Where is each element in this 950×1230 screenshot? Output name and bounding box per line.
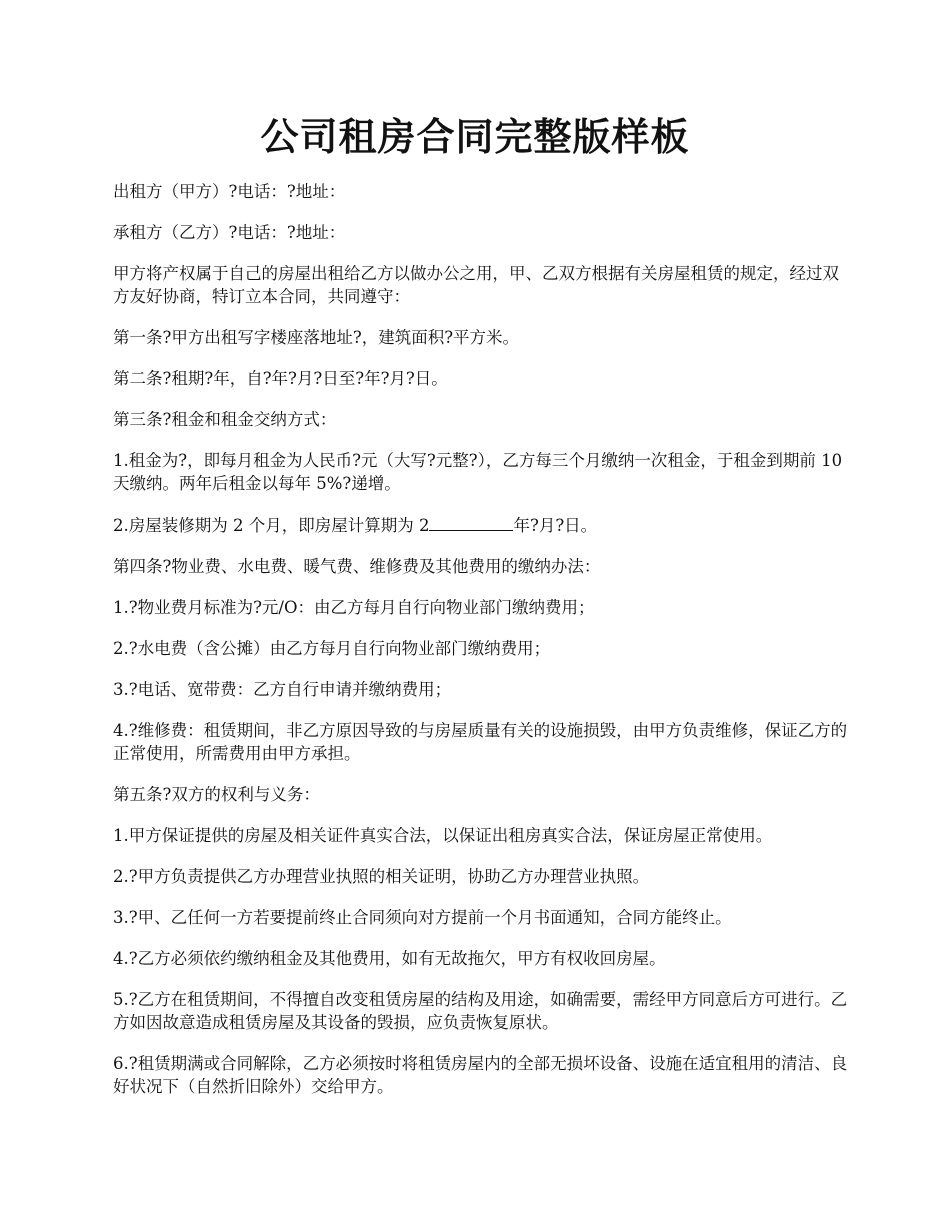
paragraph-article-4-item-1: 1.?物业费月标准为?元/O：由乙方每月自行向物业部门缴纳费用； [113,598,595,617]
paragraph-article-5: 第五条?双方的权利与义务： [113,785,320,804]
item-2-text: 2.房屋装修期为 2 个月，即房屋计算期为 2 [113,516,430,535]
paragraph-article-5-item-5: 5.?乙方在租赁期间，不得擅自改变租赁房屋的结构及用途，如确需要，需经甲方同意后方可进行。乙方如因故意造成租赁房屋及其设备的毁损，应负责恢复原状。 [113,990,848,1032]
paragraph-article-4-item-3: 3.?电话、宽带费：乙方自行申请并缴纳费用； [113,680,452,699]
contract-body [113,180,853,1116]
paragraph-article-2: 第二条?租期?年，自?年?月?日至?年?月?日。 [113,369,448,388]
item-2-date-text: 年?月?日。 [513,516,598,535]
paragraph-article-5-item-4: 4.?乙方必须依约缴纳租金及其他费用，如有无故拖欠，甲方有权收回房屋。 [113,949,666,968]
paragraph-article-5-item-3: 3.?甲、乙任何一方若要提前终止合同须向对方提前一个月书面通知，合同方能终止。 [113,908,732,927]
paragraph-article-5-item-2: 2.?甲方负责提供乙方办理营业执照的相关证明，协助乙方办理营业执照。 [113,867,650,886]
paragraph-lessee: 承租方（乙方）?电话：?地址： [113,223,346,242]
paragraph-article-4-item-4: 4.?维修费：租赁期间，非乙方原因导致的与房屋质量有关的设施损毁，由甲方负责维修，保证乙方的正常使用，所需费用由甲方承担。 [113,721,848,763]
fill-in-blank [429,513,513,531]
paragraph-article-5-item-6: 6.?租赁期满或合同解除，乙方必须按时将租赁房屋内的全部无损坏设备、设施在适宜租用的清洁、良好状况下（自然折旧除外）交给甲方。 [113,1054,848,1096]
paragraph-article-5-item-1: 1.甲方保证提供的房屋及相关证件真实合法，以保证出租房真实合法，保证房屋正常使用。 [113,826,773,845]
paragraph-lessor: 出租方（甲方）?电话：?地址： [113,182,346,201]
paragraph-article-4: 第四条?物业费、水电费、暖气费、维修费及其他费用的缴纳办法： [113,557,601,576]
page-title: 公司租房合同完整版样板 [260,114,690,159]
paragraph-article-4-item-2: 2.?水电费（含公摊）由乙方每月自行向物业部门缴纳费用； [113,639,551,658]
paragraph-article-1: 第一条?甲方出租写字楼座落地址?，建筑面积?平方米。 [113,328,520,347]
paragraph-article-3: 第三条?租金和租金交纳方式： [113,410,337,429]
paragraph-preamble: 甲方将产权属于自己的房屋出租给乙方以做办公之用，甲、乙双方根据有关房屋租赁的规定，经过双方友好协商，特订立本合同，共同遵守： [113,264,839,306]
paragraph-article-3-item-2 [113,513,853,537]
paragraph-article-3-item-1: 1.租金为?，即每月租金为人民币?元（大写?元整?），乙方每三个月缴纳一次租金，于租金到期前 10 天缴纳。两年后租金以每年 5%?递增。 [113,451,843,493]
